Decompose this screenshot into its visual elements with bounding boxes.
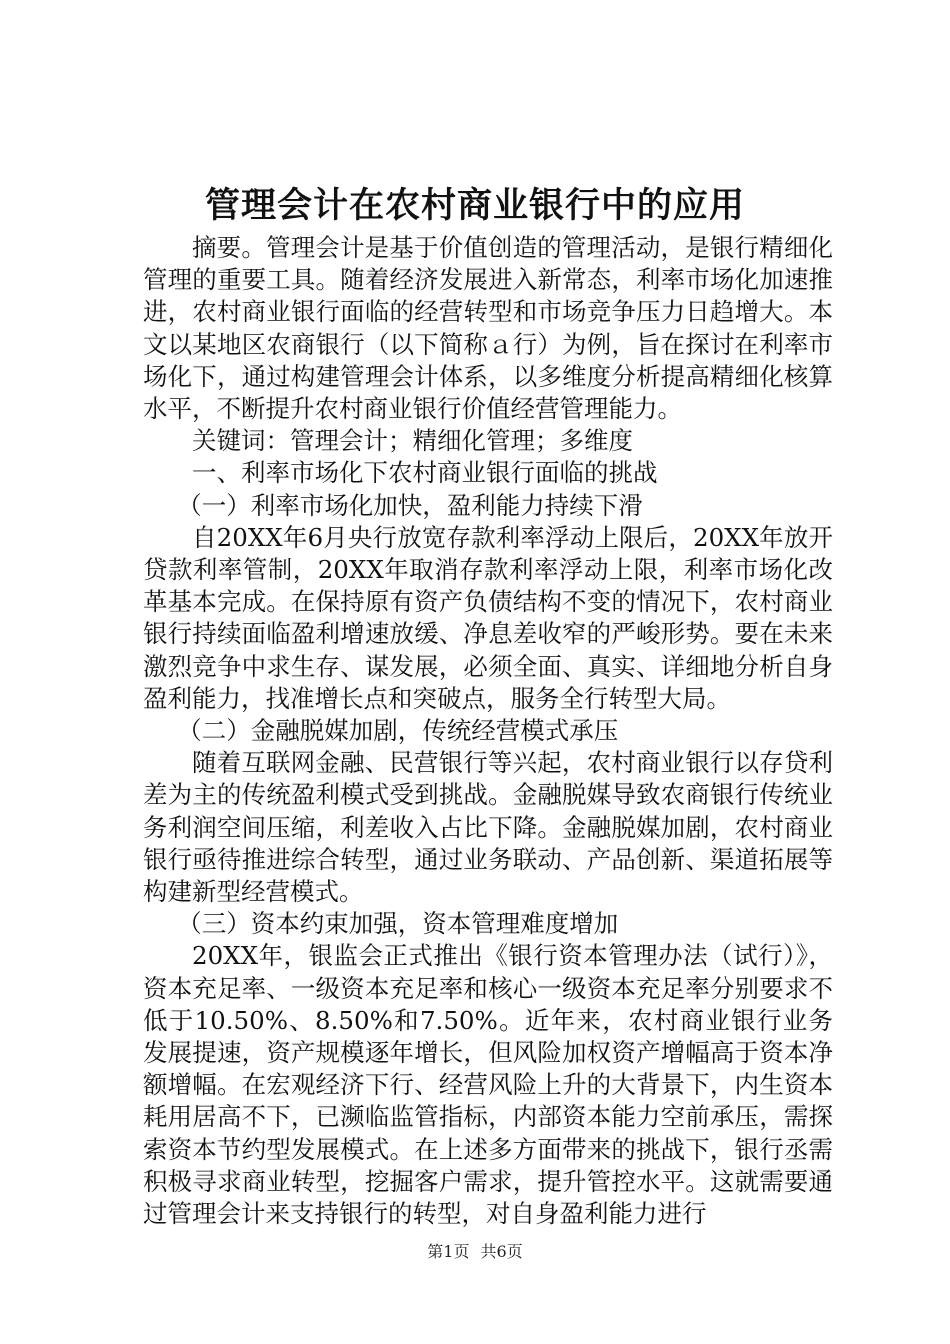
subsection-heading-2: （二）金融脱媒加剧，传统经营模式承压 xyxy=(177,716,619,746)
body-paragraph: 随着互联网金融、民营银行等兴起，农村商业银行以存贷利差为主的传统盈利模式受到挑战。金融脱媒导致农商银行传统业务利润空间压缩，利差收入占比下降。金融脱媒加剧，农村商业银行亟待推进综合转型，通过业务联动、产品创新、渠道拓展等构建新型经营模式。 xyxy=(143,748,833,907)
section-heading-1: 一、利率市场化下农村商业银行面临的挑战 xyxy=(192,458,658,488)
body-paragraph: 自20XX年6月央行放宽存款利率浮动上限后，20XX年放开贷款利率管制，20XX年取消存款利率浮动上限，利率市场化改革基本完成。在保持原有资产负债结构不变的情况下，农村商业银行持续面临盈利增速放缓、净息差收窄的严峻形势。要在未来激烈竞争中求生存、谋发展，必须全面、真实、详细地分析自身盈利能力，找准增长点和突破点，服务全行转型大局。 xyxy=(143,522,833,713)
subsection-heading-3: （三）资本约束加强，资本管理难度增加 xyxy=(177,909,619,939)
keywords-paragraph: 关键词：管理会计；精细化管理；多维度 xyxy=(192,426,633,456)
page-number: 第1页 xyxy=(427,1242,470,1261)
subsection-heading-1: （一）利率市场化加快，盈利能力持续下滑 xyxy=(177,490,643,520)
body-paragraph: 20XX年，银监会正式推出《银行资本管理办法（试行）》，资本充足率、一级资本充足率和核心一级资本充足率分别要求不低于10.50%、8.50%和7.50%。近年来，农村商业银行业务发展提速，资产规模逐年增长，但风险加权资产增幅高于资本净额增幅。在宏观经济下行、经营风险上升的大背景下，内生资本耗用居高不下，已濒临监管指标，内部资本能力空前承压，需探索资本节约型发展模式。在上述多方面带来的挑战下，银行丞需积极寻求商业转型，挖掘客户需求，提升管控水平。这就需要通过管理会计来支持银行的转型，对自身盈利能力进行 xyxy=(143,941,833,1229)
document-body xyxy=(143,232,833,1230)
page-total: 共6页 xyxy=(480,1242,523,1261)
abstract-paragraph: 摘要。管理会计是基于价值创造的管理活动，是银行精细化管理的重要工具。随着经济发展进入新常态，利率市场化加速推进，农村商业银行面临的经营转型和市场竞争压力日趋增大。本文以某地区农商银行（以下简称ａ行）为例，旨在探讨在利率市场化下，通过构建管理会计体系，以多维度分析提高精细化核算水平，不断提升农村商业银行价值经营管理能力。 xyxy=(143,233,833,424)
document-title: 管理会计在农村商业银行中的应用 xyxy=(204,185,745,226)
page-footer xyxy=(0,1241,950,1263)
